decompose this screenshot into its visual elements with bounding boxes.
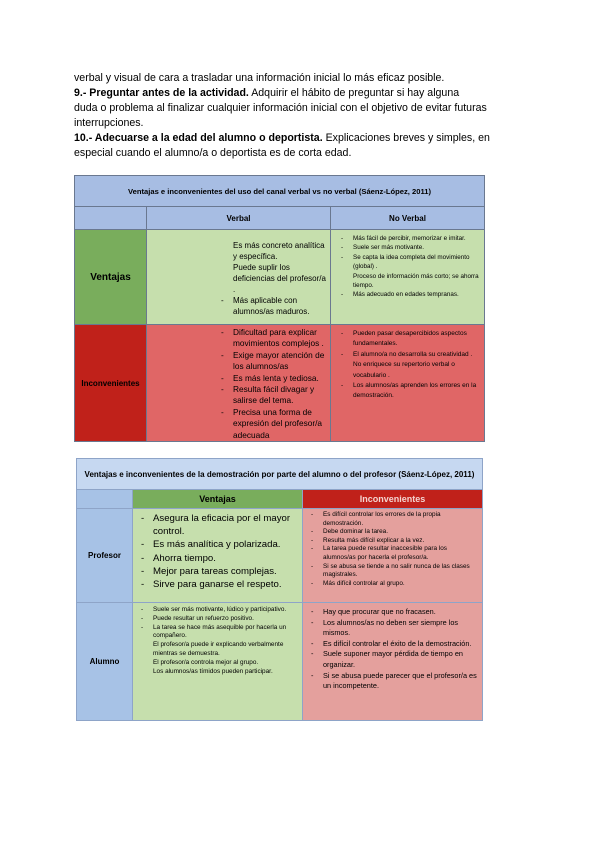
list-item: - Debe dominar la tarea. bbox=[323, 528, 480, 537]
table1-ventajas-verbal bbox=[147, 230, 331, 325]
list-item: - Es más lenta y tediosa. bbox=[233, 373, 326, 384]
demonstration-table bbox=[76, 458, 483, 721]
list-item: Es más concreto analítica y específica. bbox=[233, 241, 325, 261]
list-item: - Los alumnos/as aprenden los errores en la demostración. bbox=[353, 381, 480, 402]
table1-col-noverbal: No Verbal bbox=[331, 207, 485, 230]
list-item: - Más aplicable con alumnos/as maduros. bbox=[233, 295, 326, 317]
list-item: Proceso de información más corto; se ahorra tiempo. bbox=[353, 272, 479, 290]
list-item: - Resulta fácil divagar y salirse del tema. bbox=[233, 384, 326, 407]
table1-row-ventajas: Ventajas bbox=[75, 230, 147, 325]
table1-corner bbox=[75, 207, 147, 230]
table2-corner bbox=[77, 490, 133, 509]
paragraph-item-10 bbox=[74, 131, 534, 161]
list-item: Los alumnos/as tímidos pueden participar. bbox=[153, 667, 273, 675]
list-item: - Precisa una forma de expresión del profesor/a adecuada bbox=[233, 407, 326, 441]
table1-ventajas-noverbal bbox=[331, 230, 485, 325]
table2-row-profesor: Profesor bbox=[77, 509, 133, 603]
list-item: - Si se abusa puede parecer que el profesor/a es un incompetente. bbox=[323, 671, 480, 692]
table1-row-inconvenientes: Inconvenientes bbox=[75, 325, 147, 442]
table2-alumno-inconvenientes bbox=[303, 603, 483, 721]
list-item: El profesor/a controla mejor al grupo. bbox=[153, 658, 259, 666]
list-item: - Más difícil controlar al grupo. bbox=[323, 580, 480, 589]
list-item: - La tarea se hace más asequible por hacerla un compañero. bbox=[153, 624, 300, 642]
list-item: - Ahorra tiempo. bbox=[153, 552, 300, 565]
list-item: - Es difícil controlar los errores de la propia demostración. bbox=[323, 511, 480, 528]
list-item: - Suele ser más motivante, lúdico y participativo. bbox=[153, 606, 300, 615]
table2-col-ventajas: Ventajas bbox=[133, 490, 303, 509]
table2-profesor-inconvenientes bbox=[303, 509, 483, 603]
list-item: - Suele suponer mayor pérdida de tiempo en organizar. bbox=[323, 649, 480, 670]
list-item: - Asegura la eficacia por el mayor control. bbox=[153, 512, 300, 538]
list-item: - El alumno/a no desarrolla su creatividad . bbox=[353, 350, 480, 360]
table1-col-verbal: Verbal bbox=[147, 207, 331, 230]
table2-title: Ventajas e inconvenientes de la demostración por parte del alumno o del profesor (Sáenz-López, 2011) bbox=[77, 459, 483, 490]
item-9-text: Adquirir el hábito de preguntar si hay alguna bbox=[248, 87, 460, 99]
list-item: No enriquece su repertorio verbal o vocabulario . bbox=[353, 361, 455, 379]
list-item: - La tarea puede resultar inaccesible para los alumnos/as por hacerla el profesor/a. bbox=[323, 545, 480, 562]
list-item: Puede suplir los deficiencias del profesor/a . bbox=[233, 263, 326, 294]
list-item: - Más fácil de percibir, memorizar e imitar. bbox=[353, 234, 482, 243]
list-item: - Exige mayor atención de los alumnos/as bbox=[233, 350, 326, 373]
table1-title: Ventajas e inconvenientes del uso del canal verbal vs no verbal (Sáenz-López, 2011) bbox=[75, 176, 485, 207]
list-item: El profesor/a puede ir explicando verbalmente mientras se demuestra. bbox=[153, 641, 284, 657]
item-9-heading: 9.- Preguntar antes de la actividad. bbox=[74, 87, 249, 99]
list-item: - Puede resultar un refuerzo positivo. bbox=[153, 615, 300, 624]
list-item: - Sirve para ganarse el respeto. bbox=[153, 578, 300, 591]
table2-alumno-ventajas bbox=[133, 603, 303, 721]
list-item: - Si se abusa se tiende a no salir nunca de las clases magistrales. bbox=[323, 563, 480, 580]
paragraph-item-9 bbox=[74, 86, 534, 130]
item-10-text: Explicaciones breves y simples, en bbox=[322, 132, 490, 144]
table1-inconv-noverbal bbox=[331, 325, 485, 442]
table2-row-alumno: Alumno bbox=[77, 603, 133, 721]
list-item: - Se capta la idea completa del movimiento (global) . bbox=[353, 253, 482, 272]
item-9-text-3: interrupciones. bbox=[74, 116, 144, 129]
table2-profesor-ventajas bbox=[133, 509, 303, 603]
list-item: - Hay que procurar que no fracasen. bbox=[323, 607, 480, 618]
table2-col-inconvenientes: Inconvenientes bbox=[303, 490, 483, 509]
list-item: - Más adecuado en edades tempranas. bbox=[353, 290, 482, 299]
verbal-vs-nonverbal-table bbox=[74, 175, 485, 442]
table1-inconv-verbal bbox=[147, 325, 331, 442]
list-item: - Resulta más difícil explicar a la vez. bbox=[323, 537, 480, 546]
item-10-heading: 10.- Adecuarse a la edad del alumno o deportista. bbox=[74, 132, 323, 144]
list-item: - Dificultad para explicar movimientos complejos . bbox=[233, 327, 326, 350]
list-item: - Pueden pasar desapercibidos aspectos fundamentales. bbox=[353, 329, 480, 350]
list-item: - Los alumnos/as no deben ser siempre los mismos. bbox=[323, 618, 480, 639]
list-item: - Es más analítica y polarizada. bbox=[153, 538, 300, 551]
item-10-text-2: especial cuando el alumno/a o deportista es de corta edad. bbox=[74, 146, 352, 159]
list-item: - Suele ser más motivante. bbox=[353, 243, 482, 252]
paragraph-line-1: verbal y visual de cara a trasladar una información inicial lo más eficaz posible. bbox=[74, 72, 445, 84]
list-item: - Es difícil controlar el éxito de la demostración. bbox=[323, 639, 480, 650]
list-item: - Mejor para tareas complejas. bbox=[153, 565, 300, 578]
item-9-text-2: duda o problema al finalizar cualquier información inicial con el objetivo de evitar futuras bbox=[74, 101, 487, 114]
